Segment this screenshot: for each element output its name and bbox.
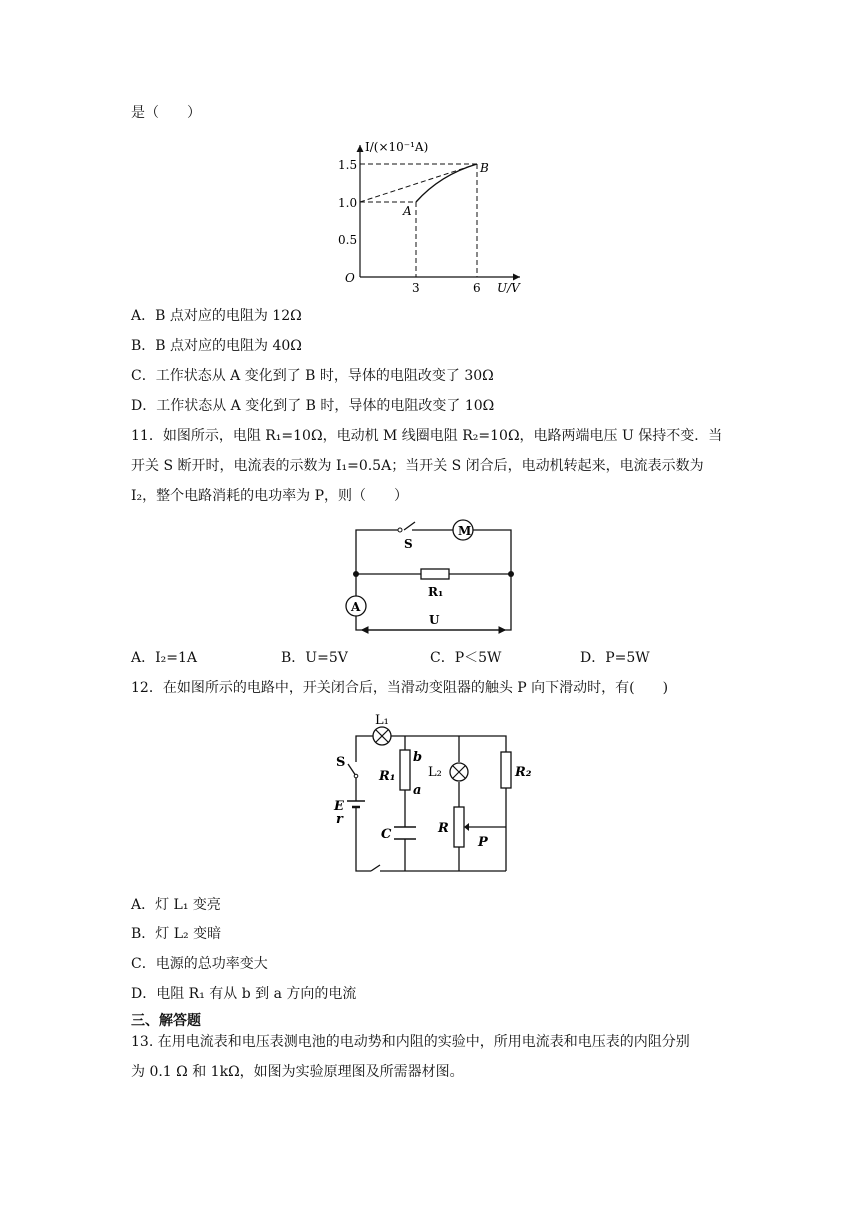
point-b-label: B xyxy=(480,161,489,175)
y-tick-1-0: 1.0 xyxy=(338,196,358,210)
y-tick-1-5: 1.5 xyxy=(338,158,358,172)
q12-stem: 12．在如图所示的电路中，开关闭合后，当滑动变阻器的触头 P 向下滑动时，有( ) xyxy=(131,680,669,696)
switch-label: S xyxy=(404,537,413,551)
section-3-heading: 三、解答题 xyxy=(131,1013,201,1029)
q12-circuit xyxy=(326,704,538,886)
q13-line2: 为 0.1 Ω 和 1kΩ，如图为实验原理图及所需器材图。 xyxy=(131,1064,464,1080)
switch-contact xyxy=(398,528,402,532)
r1-resistor xyxy=(400,750,410,790)
q12-option-c: C．电源的总功率变大 xyxy=(131,956,268,972)
junction-right xyxy=(508,571,514,577)
question-tail: 是（ ） xyxy=(131,105,201,121)
q11-option-b: B．U=5V xyxy=(281,650,348,666)
q11-option-a: A．I₂=1A xyxy=(131,650,198,666)
y-axis-label: I/(×10⁻¹A) xyxy=(365,140,429,154)
q11-circuit xyxy=(340,512,525,644)
r2-resistor xyxy=(501,752,511,788)
curve-a-b xyxy=(416,164,477,202)
voltage-label: U xyxy=(429,613,440,627)
origin-label: O xyxy=(345,271,355,285)
q11-option-c: C．P＜5W xyxy=(430,650,502,666)
slider-p-label: P xyxy=(478,835,488,850)
rheostat-r xyxy=(454,807,464,847)
y-tick-0-5: 0.5 xyxy=(338,233,358,247)
b-label: b xyxy=(413,750,423,765)
junction-left xyxy=(353,571,359,577)
l1-label: L₁ xyxy=(375,713,389,728)
e-label: E xyxy=(334,799,344,814)
x-axis-label: U/V xyxy=(497,281,520,295)
q11-option-d: D．P=5W xyxy=(580,650,650,666)
l2-label: L₂ xyxy=(428,765,442,780)
resistor-r1-label: R₁ xyxy=(428,585,444,599)
q12-option-a: A．灯 L₁ 变亮 xyxy=(131,897,221,913)
q11-stem-line3: I₂，整个电路消耗的电功率为 P，则（ ） xyxy=(131,488,409,504)
ammeter-label: A xyxy=(351,600,361,614)
slider-p-arrow xyxy=(464,823,469,831)
point-a-label: A xyxy=(403,204,412,218)
rheostat-r-label: R xyxy=(438,821,449,836)
q10-option-b: B．B 点对应的电阻为 40Ω xyxy=(131,338,302,354)
c-label: C xyxy=(381,827,392,842)
a-label: a xyxy=(413,783,422,798)
motor-label: M xyxy=(458,524,472,538)
switch-s-contact xyxy=(354,774,358,778)
resistor-r1 xyxy=(421,569,449,579)
q10-option-c: C．工作状态从 A 变化到了 B 时，导体的电阻改变了 30Ω xyxy=(131,368,494,384)
q10-option-a: A．B 点对应的电阻为 12Ω xyxy=(131,308,302,324)
r-internal-label: r xyxy=(336,812,343,827)
x-tick-6: 6 xyxy=(473,281,481,295)
q12-option-b: B．灯 L₂ 变暗 xyxy=(131,926,222,942)
r1-label: R₁ xyxy=(379,769,396,784)
q11-stem-line1: 11．如图所示，电阻 R₁=10Ω，电动机 M 线圈电阻 R₂=10Ω，电路两端电压 U 保持不变．当 xyxy=(131,428,723,444)
iu-graph xyxy=(335,135,535,295)
battery-icon xyxy=(347,801,365,807)
x-tick-3: 3 xyxy=(412,281,420,295)
q12-option-d: D．电阻 R₁ 有从 b 到 a 方向的电流 xyxy=(131,986,357,1002)
s-label: S xyxy=(336,755,346,770)
q11-stem-line2: 开关 S 断开时，电流表的示数为 I₁=0.5A；当开关 S 闭合后，电动机转起来，电流表示数为 xyxy=(131,458,704,474)
q13-line1: 13. 在用电流表和电压表测电池的电动势和内阻的实验中，所用电流表和电压表的内阻分别 xyxy=(131,1034,690,1050)
capacitor-c xyxy=(394,827,416,839)
r2-label: R₂ xyxy=(515,765,532,780)
q10-option-d: D．工作状态从 A 变化到了 B 时，导体的电阻改变了 10Ω xyxy=(131,398,495,414)
